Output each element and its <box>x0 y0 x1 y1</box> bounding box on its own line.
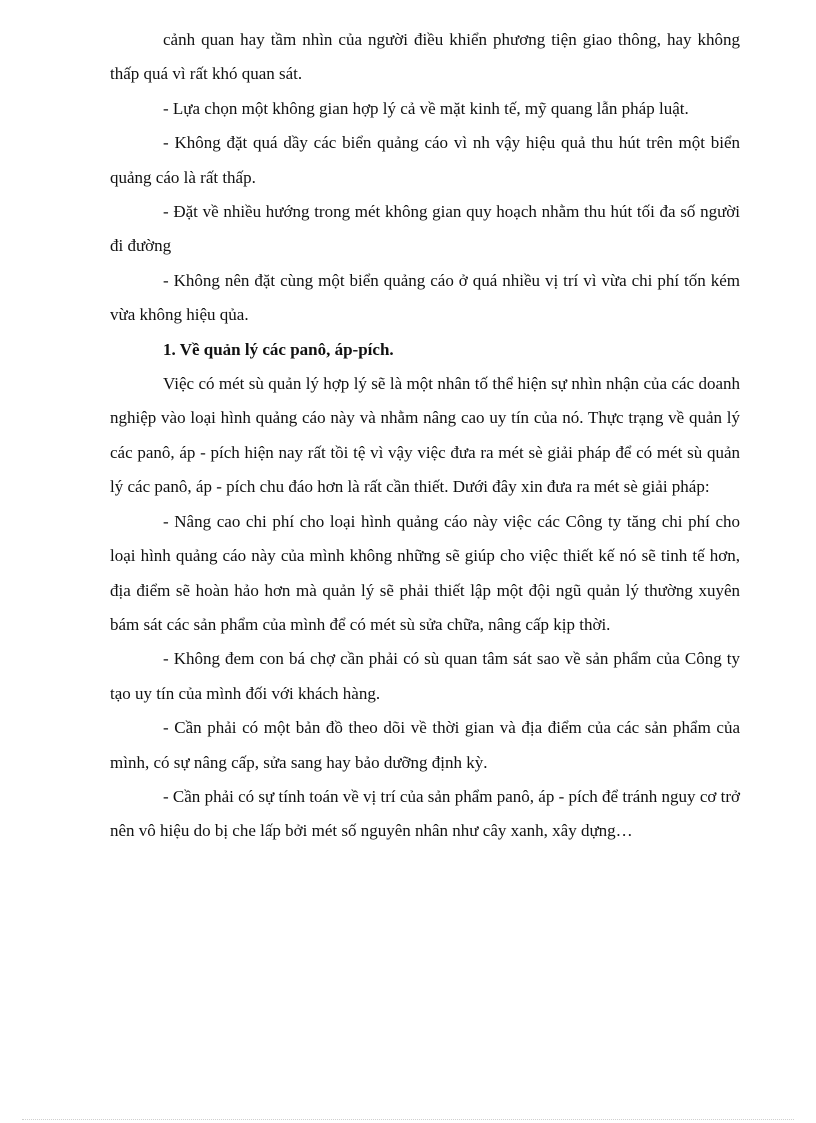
paragraph-raise-costs: - Nâng cao chi phí cho loại hình quảng cáo này việc các Công ty tăng chi phí cho loại hình quảng cáo này của mình không những sẽ giúp cho việc thiết kế nó sẽ tinh tế hơn, địa điểm sẽ hoàn hảo hơn mà quản lý sẽ phải thiết lập một đội ngũ quản lý thường xuyên bám sát các sản phẩm của mình để có mét sù sửa chữa, nâng cấp kịp thời. <box>110 511 740 634</box>
paragraph-attention: - Không đem con bá chợ cần phải có sù quan tâm sát sao về sản phẩm của Công ty tạo uy tín của mình đối với khách hàng. <box>110 649 740 703</box>
document-body <box>110 23 740 849</box>
paragraph-density: - Không đặt quá dầy các biển quảng cáo vì nh vậy hiệu quả thu hút trên một biển quảng cáo là rất thấp. <box>110 133 740 187</box>
paragraph-position-calculation: - Cần phải có sự tính toán về vị trí của sản phẩm panô, áp - pích để tránh nguy cơ trở nên vô hiệu do bị che lấp bởi mét số nguyên nhân như cây xanh, xây dựng… <box>110 786 740 841</box>
paragraph-management-intro: Việc có mét sù quản lý hợp lý sẽ là một nhân tố thể hiện sự nhìn nhận của các doanh nghiệp vào loại hình quảng cáo này và nhằm nâng cao uy tín của nó. Thực trạng về quản lý các panô, áp - pích hiện nay rất tồi tệ vì vậy việc đưa ra mét sè giải pháp để có mét sù quản lý các panô, áp - pích chu đáo hơn là rất cần thiết. Dưới đây xin đưa ra mét sè giải pháp: <box>110 374 740 497</box>
paragraph-multiple-positions: - Không nên đặt cùng một biển quảng cáo ở quá nhiều vị trí vì vừa chi phí tốn kém vừa không hiệu qủa. <box>110 270 740 325</box>
paragraph-space-choice: - Lựa chọn một không gian hợp lý cả về mặt kinh tế, mỹ quang lẫn pháp luật. <box>163 98 689 118</box>
paragraph-continuation: cảnh quan hay tầm nhìn của người điều khiển phương tiện giao thông, hay không thấp quá vì rất khó quan sát. <box>110 30 740 84</box>
paragraph-directions: - Đặt về nhiều hướng trong mét không gian quy hoạch nhằm thu hút tối đa số người đi đường <box>110 202 740 256</box>
paragraph-map-tracking: - Cần phải có một bản đồ theo dõi về thời gian và địa điểm của các sản phẩm của mình, có sự nâng cấp, sửa sang hay bảo dưỡng định kỳ. <box>110 718 740 772</box>
section-heading: 1. Về quản lý các panô, áp-pích. <box>163 339 394 359</box>
page-bottom-divider <box>22 1119 794 1120</box>
